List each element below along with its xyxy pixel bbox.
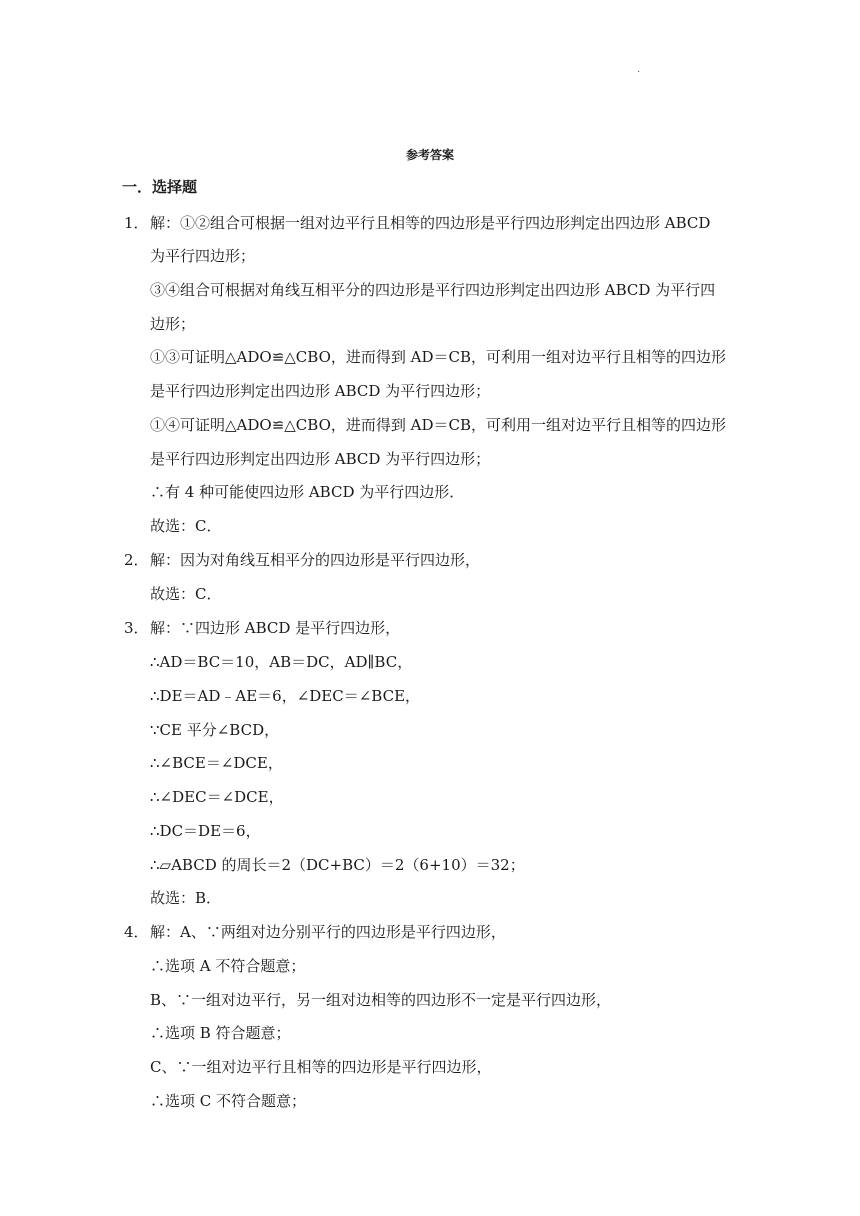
header-dot: . — [637, 64, 641, 75]
section-heading: 一．选择题 — [122, 178, 198, 196]
answer-line: 故选：B． — [150, 889, 222, 907]
answer-line: ∵CE 平分∠BCD， — [150, 721, 280, 739]
question-number: 4． — [124, 923, 149, 941]
answer-line: 是平行四边形判定出四边形 ABCD 为平行四边形； — [150, 382, 491, 400]
answer-line: 解：①②组合可根据一组对边平行且相等的四边形是平行四边形判定出四边形 ABCD — [150, 214, 711, 232]
answer-line: ∴选项 B 符合题意； — [150, 1024, 291, 1042]
answer-line: ∴选项 C 不符合题意； — [150, 1092, 307, 1110]
answer-line: ①③可证明△ADO≌△CBO，进而得到 AD＝CB，可利用一组对边平行且相等的四边形 — [150, 348, 727, 366]
answer-line: ∴有 4 种可能使四边形 ABCD 为平行四边形． — [150, 483, 465, 501]
answer-line: ∴选项 A 不符合题意； — [150, 957, 306, 975]
answer-line: ∴▱ABCD 的周长＝2（DC+BC）＝2（6+10）＝32； — [150, 856, 525, 874]
question-number: 3． — [124, 619, 149, 637]
question-number: 2． — [124, 551, 149, 569]
answer-line: 是平行四边形判定出四边形 ABCD 为平行四边形； — [150, 450, 491, 468]
answer-line: ∴DE＝AD﹣AE＝6，∠DEC＝∠BCE， — [150, 687, 421, 705]
answer-line: ∴AD＝BC＝10，AB＝DC，AD∥BC， — [150, 653, 413, 671]
question-number: 1． — [124, 214, 149, 232]
answer-line: ∴∠BCE＝∠DCE， — [150, 754, 283, 772]
answer-line: 解：∵四边形 ABCD 是平行四边形， — [150, 619, 401, 637]
answer-line: ∴∠DEC＝∠DCE， — [150, 788, 284, 806]
answer-line: 边形； — [150, 315, 196, 333]
answer-line: 故选：C． — [150, 517, 222, 535]
page-title: 参考答案 — [405, 148, 454, 162]
answer-line: ①④可证明△ADO≌△CBO，进而得到 AD＝CB，可利用一组对边平行且相等的四边形 — [150, 416, 727, 434]
answer-line: 解：因为对角线互相平分的四边形是平行四边形， — [150, 551, 481, 569]
answer-line: 为平行四边形； — [150, 247, 256, 265]
answer-line: ∴DC＝DE＝6， — [150, 822, 261, 840]
answer-line: 解：A、∵两组对边分别平行的四边形是平行四边形， — [150, 923, 506, 941]
answer-line: ③④组合可根据对角线互相平分的四边形是平行四边形判定出四边形 ABCD 为平行四 — [150, 281, 716, 299]
answer-line: C、∵一组对边平行且相等的四边形是平行四边形， — [150, 1058, 492, 1076]
answer-line: B、∵一组对边平行，另一组对边相等的四边形不一定是平行四边形， — [150, 991, 612, 1009]
answer-line: 故选：C． — [150, 585, 222, 603]
